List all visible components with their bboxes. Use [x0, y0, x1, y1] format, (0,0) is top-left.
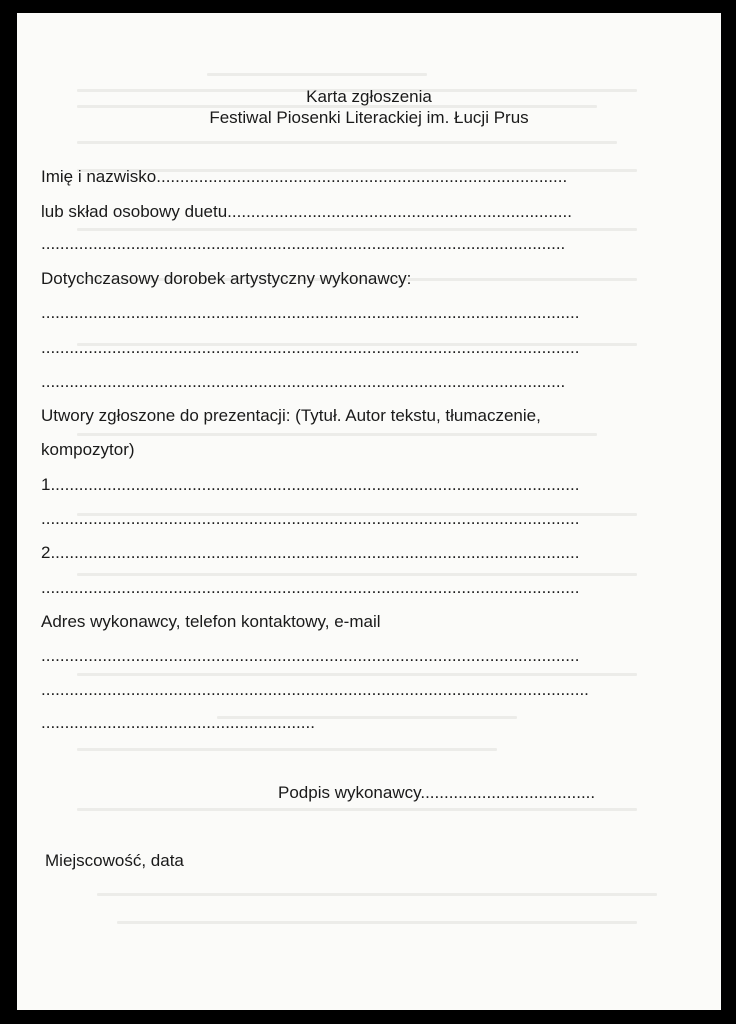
work-1-field: 1................................................................................................................	[41, 475, 580, 494]
bleed-through-mark	[77, 748, 497, 751]
achievements-field: ..................................................................................................................	[41, 338, 580, 357]
bleed-through-mark	[77, 808, 637, 811]
work-1-field: ..................................................................................................................	[41, 509, 580, 528]
works-label: Utwory zgłoszone do prezentacji: (Tytuł. Autor tekstu, tłumaczenie,	[41, 406, 541, 425]
signature-field: Podpis wykonawcy.....................................	[278, 783, 596, 802]
form-title: Karta zgłoszenia	[306, 87, 432, 106]
bleed-through-mark	[97, 893, 657, 896]
achievements-label: Dotychczasowy dorobek artystyczny wykonawcy:	[41, 269, 412, 288]
bleed-through-mark	[117, 921, 637, 924]
bleed-through-mark	[77, 141, 617, 144]
bleed-through-mark	[77, 573, 637, 576]
address-label: Adres wykonawcy, telefon kontaktowy, e-mail	[41, 612, 381, 631]
work-2-field: 2................................................................................................................	[41, 543, 580, 562]
festival-name: Festiwal Piosenki Literackiej im. Łucji Prus	[209, 108, 529, 127]
paper-sheet	[17, 13, 721, 1010]
achievements-field: ...............................................................................................................	[41, 372, 566, 391]
blank-line: ...............................................................................................................	[41, 234, 566, 253]
works-label-continued: kompozytor)	[41, 440, 135, 459]
achievements-field: ..................................................................................................................	[41, 303, 580, 322]
place-date-label: Miejscowość, data	[45, 851, 184, 870]
bleed-through-mark	[77, 433, 597, 436]
address-field: ..................................................................................................................	[41, 646, 580, 665]
bleed-through-mark	[77, 228, 637, 231]
duo-members-field: lub skład osobowy duetu.........................................................................	[41, 202, 572, 221]
address-field: ....................................................................................................................	[41, 680, 589, 699]
address-field: ..........................................................	[41, 713, 315, 732]
bleed-through-mark	[207, 73, 427, 76]
bleed-through-mark	[77, 673, 637, 676]
name-field: Imię i nazwisko.......................................................................................	[41, 167, 568, 186]
work-2-field: ..................................................................................................................	[41, 578, 580, 597]
